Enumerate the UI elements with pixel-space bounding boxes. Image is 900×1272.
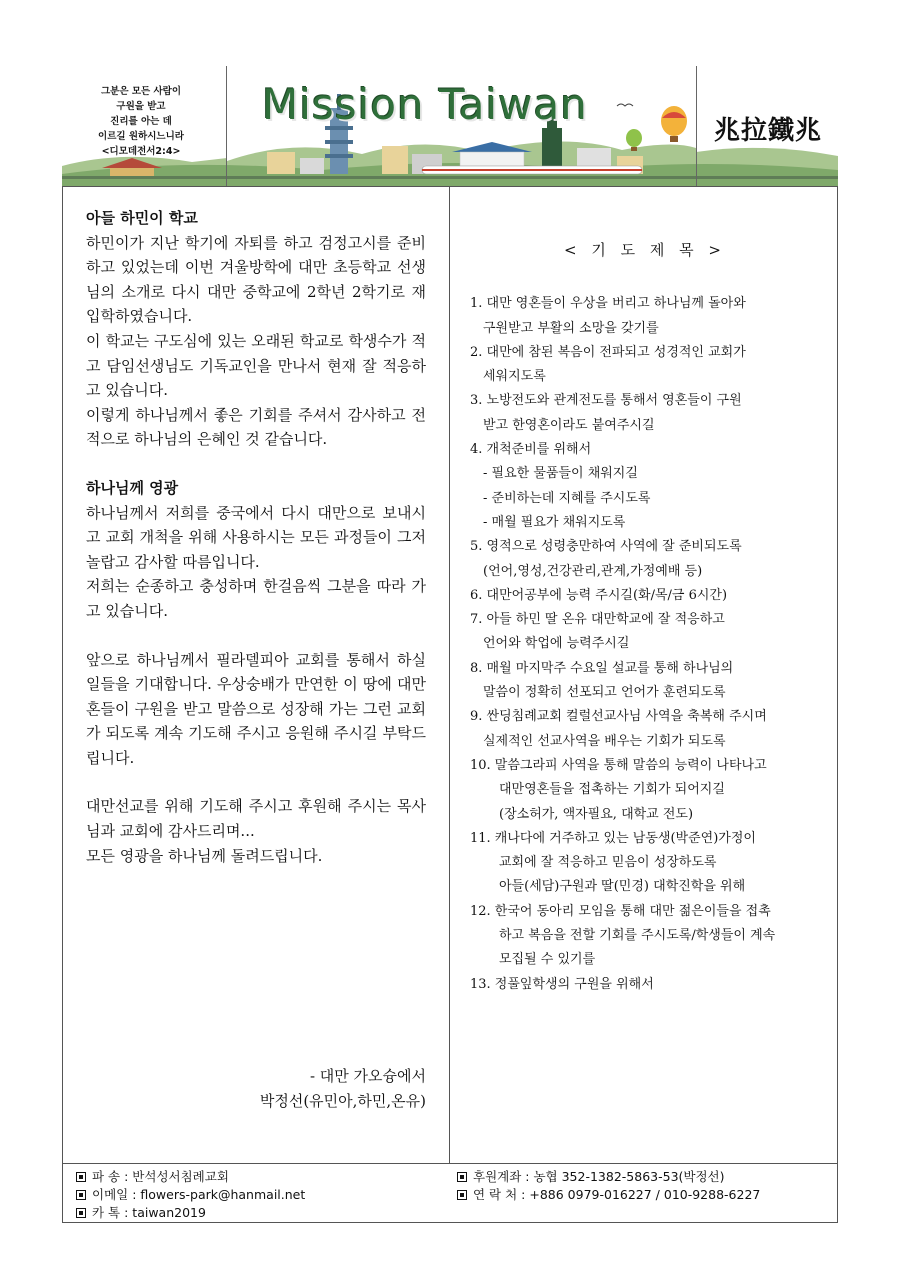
footer-value: 반석성서침례교회: [132, 1169, 229, 1184]
email-link[interactable]: flowers-park@hanmail.net: [140, 1187, 306, 1202]
prayer-item-continuation: (언어,영성,건강관리,관계,가정예배 등): [483, 563, 703, 579]
prayer-item-line: 3. 노방전도와 관계전도를 통해서 영혼들이 구원: [470, 393, 742, 409]
bullet-square-icon: [457, 1190, 467, 1200]
prayer-item-line: 9. 싼딩침례교회 컬럴선교사님 사역을 축복해 주시며: [470, 709, 767, 725]
prayer-item: [470, 438, 820, 535]
footer-label: 후원계좌: [473, 1169, 522, 1184]
prayer-item-line: 11. 캐나다에 거주하고 있는 남동생(박준연)가정이: [470, 830, 756, 846]
newsletter-title: Mission Taiwan: [262, 80, 588, 129]
prayer-item-line: 13. 정풀잎학생의 구원을 위해서: [470, 976, 654, 992]
prayer-column: [470, 238, 820, 997]
contact-footer: [62, 1163, 838, 1223]
verse-line: 이르길 원하시느니라: [98, 131, 184, 142]
prayer-item: [470, 827, 820, 900]
prayer-item-line: 1. 대만 영혼들이 우상을 버리고 하나님께 돌아와: [470, 296, 746, 312]
bullet-square-icon: [76, 1208, 86, 1218]
paragraph: 하민이가 지난 학기에 자퇴를 하고 검정고시를 준비하고 있었는데 이번 겨울방학에 대만 초등학교 선생님의 소개로 다시 대만 중학교에 2학년 2학기로 재입학하였습니다.: [86, 233, 426, 326]
prayer-item-continuation: 말씀이 정확히 선포되고 언어가 훈련되도록: [483, 685, 726, 701]
footer-right: [457, 1168, 760, 1204]
prayer-item-continuation: - 필요한 물품들이 채워지길: [483, 466, 638, 482]
footer-row-kakao: 카 톡 : taiwan2019: [76, 1204, 305, 1222]
footer-label: 이메일: [92, 1187, 129, 1202]
paragraph: 앞으로 하나님께서 필라델피아 교회를 통해서 하실 일들을 기대합니다. 우상숭배가 만연한 이 땅에 대만 혼들이 구원을 받고 말씀으로 성장해 가는 그런 교회가 되도록 계속 기도해 주시고 응원해 주시길 부탁드립니다.: [86, 650, 426, 767]
prayer-item-line: 5. 영적으로 성령충만하여 사역에 잘 준비되도록: [470, 539, 742, 555]
prayer-item: [470, 705, 820, 754]
prayer-item-continuation: - 준비하는데 지혜를 주시도록: [483, 490, 651, 506]
footer-label: 연 락 처: [473, 1187, 518, 1202]
footer-label: 파 송: [92, 1169, 121, 1184]
prayer-item-continuation: 세워지도록: [483, 369, 546, 385]
prayer-item: [470, 389, 820, 438]
prayer-item-continuation: 받고 한영혼이라도 붙여주시길: [483, 417, 655, 433]
section-title-glory: 하나님께 영광: [86, 478, 179, 497]
bullet-square-icon: [76, 1172, 86, 1182]
prayer-list: [470, 292, 820, 997]
prayer-item-line: 2. 대만에 참된 복음이 전파되고 성경적인 교회가: [470, 344, 746, 360]
letter-column: [86, 206, 426, 868]
prayer-item: [470, 657, 820, 706]
prayer-item-line: 4. 개척준비를 위해서: [470, 442, 592, 458]
footer-value: 농협 352-1382-5863-53(박정선): [533, 1169, 725, 1184]
paragraph: 이렇게 하나님께서 좋은 기회를 주셔서 감사하고 전적으로 하나님의 은혜인 것 같습니다.: [86, 405, 426, 449]
prayer-item: [470, 535, 820, 584]
header-banner: [62, 66, 838, 187]
verse-line: 그분은 모든 사람이: [100, 86, 182, 97]
paragraph: 대만선교를 위해 기도해 주시고 후원해 주시는 목사님과 교회에 감사드리며...: [86, 797, 426, 841]
prayer-item-continuation: 모집될 수 있기를: [499, 952, 596, 968]
bullet-square-icon: [457, 1172, 467, 1182]
prayer-item-continuation: 아들(세담)구원과 딸(민경) 대학진학을 위해: [499, 879, 746, 895]
verse-line: 구원을 받고: [116, 101, 166, 112]
prayer-item: [470, 973, 820, 997]
footer-row-church: 파 송 : 반석성서침례교회: [76, 1168, 305, 1186]
verse-reference: <디모데전서2:4>: [101, 146, 181, 157]
paragraph: 모든 영광을 하나님께 돌려드립니다.: [86, 846, 323, 865]
signature-name: 박정선(유민아,하민,온유): [259, 1091, 426, 1110]
verse-line: 진리를 아는 데: [110, 116, 172, 127]
prayer-item-line: 6. 대만어공부에 능력 주시길(화/목/금 6시간): [470, 587, 728, 603]
section-title-school: 아들 하민이 학교: [86, 209, 198, 227]
paragraph: 이 학교는 구도심에 있는 오래된 학교로 학생수가 적고 담임선생님도 기독교인을 만나서 현재 잘 적응하고 있습니다.: [86, 331, 426, 400]
column-divider: [449, 187, 450, 1163]
prayer-title: < 기 도 제 목 >: [564, 241, 726, 259]
prayer-item-continuation: 구원받고 부활의 소망을 갖기를: [483, 320, 659, 336]
signature-place: - 대만 가오슝에서: [309, 1067, 426, 1085]
prayer-item: [470, 292, 820, 341]
footer-value: taiwan2019: [132, 1205, 206, 1220]
prayer-item-line: 7. 아들 하민 딸 온유 대만학교에 잘 적응하고: [470, 612, 725, 628]
prayer-item-continuation: 실제적인 선교사역을 배우는 기회가 되도록: [483, 733, 726, 749]
prayer-item: [470, 754, 820, 827]
prayer-item-continuation: 하고 복음을 전할 기회를 주시도록/학생들이 계속: [499, 928, 776, 944]
prayer-item-continuation: 대만영혼들을 접촉하는 기회가 되어지길: [499, 782, 725, 798]
author-name-mark: 兆拉鐵兆: [713, 116, 822, 146]
prayer-item-continuation: (장소허가, 액자필요, 대학교 전도): [499, 806, 694, 822]
footer-row-phone: 연 락 처 : +886 0979-016227 / 010-9288-6227: [457, 1186, 760, 1204]
signature: [86, 1064, 426, 1113]
bullet-square-icon: [76, 1190, 86, 1200]
prayer-item: [470, 608, 820, 657]
prayer-item-continuation: 언어와 학업에 능력주시길: [483, 636, 630, 652]
prayer-item: [470, 900, 820, 973]
footer-row-email: 이메일 : flowers-park@hanmail.net: [76, 1186, 305, 1204]
paragraph: 저희는 순종하고 충성하며 한걸음씩 그분을 따라 가고 있습니다.: [86, 577, 426, 620]
paragraph: 하나님께서 저희를 중국에서 다시 대만으로 보내시고 교회 개척을 위해 사용하시는 모든 과정들이 그저 놀랍고 감사할 따름입니다.: [86, 503, 426, 571]
footer-label: 카 톡: [92, 1205, 121, 1220]
prayer-item-line: 10. 말씀그라피 사역을 통해 말씀의 능력이 나타나고: [470, 757, 767, 773]
bible-verse: [66, 84, 216, 159]
prayer-item-continuation: - 매월 필요가 채워지도록: [483, 514, 626, 530]
footer-left: [76, 1168, 305, 1222]
prayer-item-continuation: 교회에 잘 적응하고 믿음이 성장하도록: [499, 855, 717, 871]
footer-value: +886 0979-016227 / 010-9288-6227: [529, 1187, 761, 1202]
prayer-item: [470, 584, 820, 608]
footer-row-account: 후원계좌 : 농협 352-1382-5863-53(박정선): [457, 1168, 760, 1186]
prayer-item-line: 12. 한국어 동아리 모임을 통해 대만 젊은이들을 접촉: [470, 903, 771, 919]
prayer-item-line: 8. 매월 마지막주 수요일 설교를 통해 하나님의: [470, 660, 734, 676]
prayer-item: [470, 341, 820, 390]
